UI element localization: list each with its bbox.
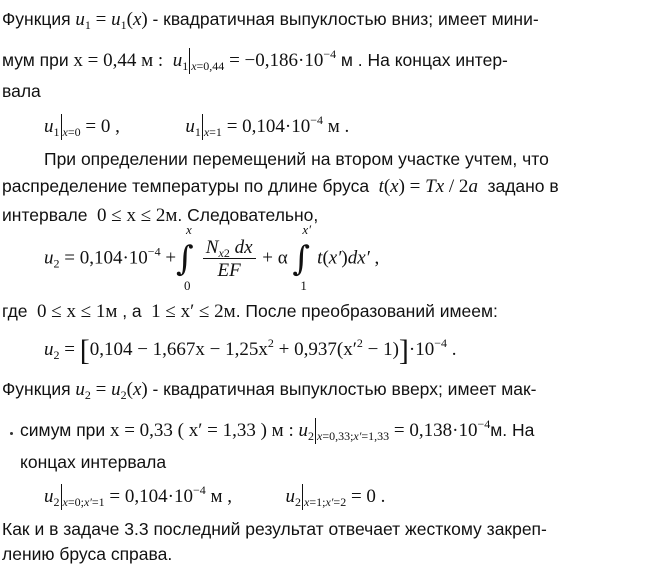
math-fragment: = 0,104·10 (64, 247, 148, 269)
text-fragment: м. На (490, 420, 535, 440)
math-fragment: = 0,104·10 (109, 486, 193, 507)
text-fragment: , а (122, 301, 142, 321)
math-fragment: + α (262, 247, 288, 269)
text-line: распределение температуры по длине бруса t(x) = Tx / 2a задано в (2, 176, 559, 197)
equation: $u_1$ $_{x=0}$ = 0 , $u_1$ $_{x=1} = 0,104\cdot 10^{-4}$ м . (44, 113, 350, 139)
integral-sign: ∫ x 0 (176, 222, 194, 293)
math-fragment: x = 0,33 ( x′ = 1,33 ) м : (109, 420, 294, 441)
math-fragment: + 0,937(x′ (278, 339, 357, 360)
text-fragment: Как и в задаче 3.3 последний результат отвечает жесткому закреп- (2, 519, 547, 539)
text-line (44, 150, 549, 169)
text-fragment: м . На концах интер- (340, 50, 508, 70)
text-fragment: При определении перемещений на втором участке учтем, что (44, 149, 549, 169)
text-line (2, 82, 41, 101)
text-fragment: задано в (487, 176, 559, 196)
math-fragment: = 0 , (85, 116, 120, 137)
math-fragment: 0 ≤ x ≤ 1м (37, 301, 118, 322)
text-fragment: где (2, 301, 28, 321)
math-fragment: = 0,104·10 (226, 116, 311, 137)
text-fragment: распределение температуры по длине бруса (2, 176, 370, 196)
text-fragment: концах интервала (20, 452, 167, 472)
math-fragment: 1 ≤ x′ ≤ 2м (151, 301, 236, 322)
math-fragment: 0,104 − 1,667x − 1,25x (89, 339, 268, 360)
text-fragment: интервале (2, 205, 88, 225)
equation: $u_2$ $_{x=0;x'=1} = 0,104\cdot 10^{-4}$ м , $u_2$ $_{x=1;x'=2}$ = 0 . (44, 483, 386, 509)
text-fragment: Функция (2, 379, 71, 399)
math-fragment: − 1) (367, 339, 399, 360)
math-fragment: x = 0,44 м : (73, 50, 164, 71)
math-fragment: = −0,186·10 (229, 50, 324, 71)
text-fragment: . После преобразований имеем: (235, 301, 498, 321)
equation: $u_2 = 0,104\cdot 10^{-4}$ + ∫ x 0 $\frac{N_{x2} dx}{EF}$ + α ∫ x′ 1 t(x′)dx′ , (44, 222, 380, 293)
equation: $u_2 = [0,104 - 1,667x - 1,25x^2 + 0,937(x'^2 - 1)]\cdot 10^{-4}$ . (44, 334, 457, 367)
text-line (2, 520, 547, 539)
text-line (2, 545, 172, 564)
text-fragment: . Следовательно, (177, 205, 319, 225)
text-line: симум при x = 0,33 ( x′ = 1,33 ) м : $u_2$ $_{x=0,33;x'=1,33} = 0,138\cdot 10^{-4}м$. На (20, 417, 535, 443)
text-fragment: мум при (2, 50, 69, 70)
text-fragment: вала (2, 81, 41, 101)
text-line (20, 453, 166, 472)
math-fragment: = 0,138·10 (393, 420, 478, 441)
fraction: $\frac{N_{x2} dx}{EF}$ (203, 238, 256, 280)
math-fragment: м . (327, 116, 350, 137)
text-line (2, 302, 498, 321)
text-line (2, 206, 318, 225)
text-fragment: симум при (20, 420, 106, 440)
text-line: мум при x = 0,44 м : $u_1$ $_{x=0,44} = -0,186\cdot 10^{-4}$ м . На концах интер- (2, 47, 508, 73)
math-fragment: ·10 (408, 339, 435, 360)
text-line: Функция $u_2 = u_2(x)$ - квадратичная выпуклостью вверх; имеет мак- (2, 379, 537, 402)
text-line: Функция $u_1 = u_1(x)$ - квадратичная выпуклостью вниз; имеет мини- (2, 9, 539, 32)
math-fragment: м , (210, 486, 233, 507)
text-fragment: лению бруса справа. (2, 544, 173, 564)
math-fragment: = 0 . (350, 486, 386, 507)
integral-sign: ∫ x′ 1 (292, 222, 312, 293)
math-fragment: 0 ≤ x ≤ 2м (97, 205, 178, 226)
text-fragment: - квадратичная выпуклостью вверх; имеет мак- (152, 379, 537, 399)
text-fragment: Функция (2, 9, 71, 29)
text-fragment: - квадратичная выпуклостью вниз; имеет мини- (152, 9, 539, 29)
scan-speck (10, 432, 13, 435)
